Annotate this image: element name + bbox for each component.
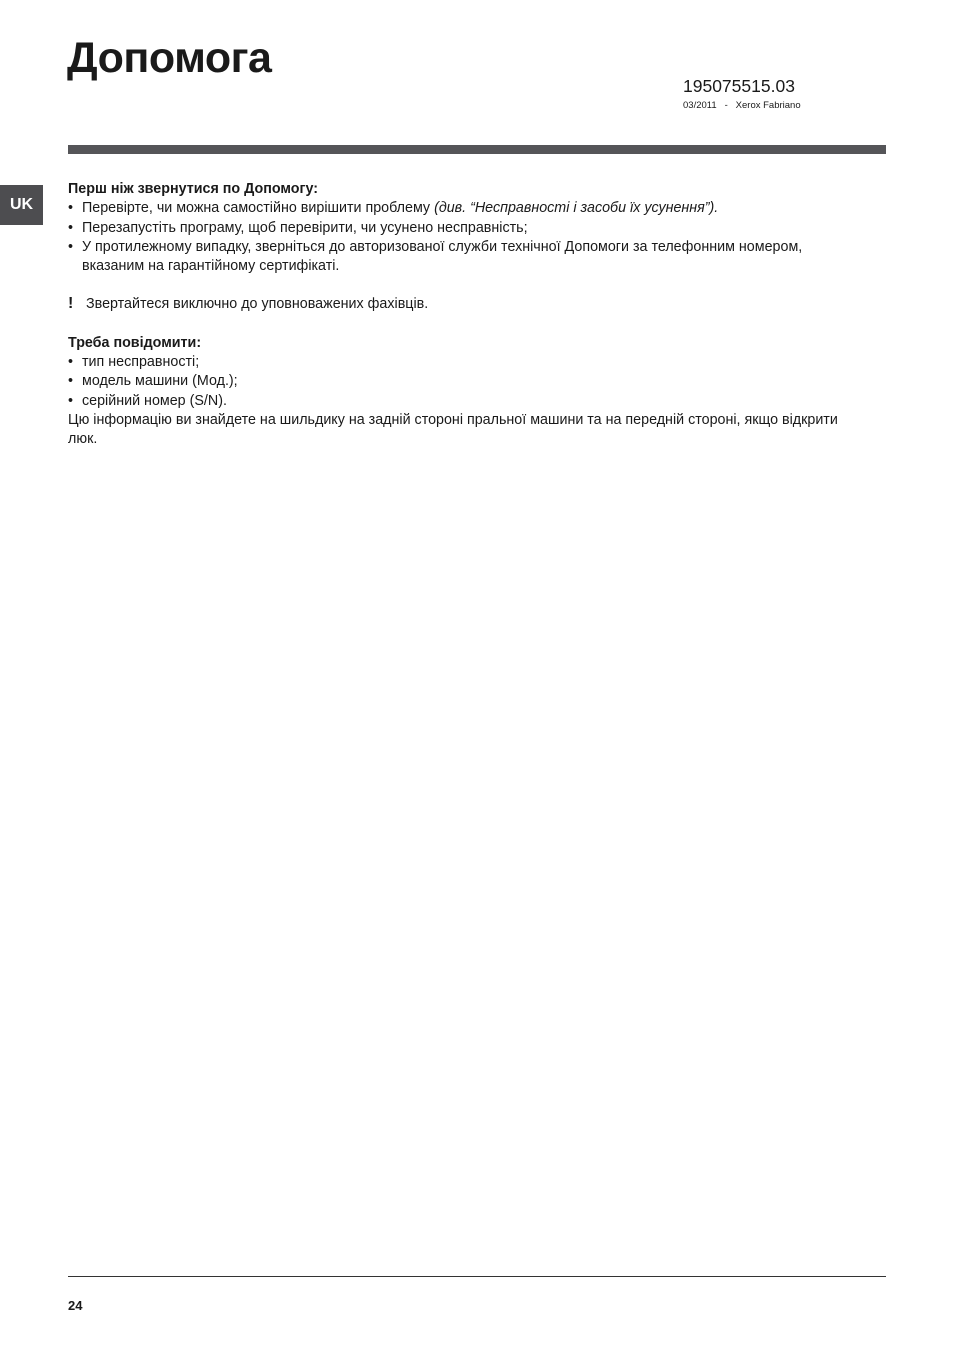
list-item-text: Перевірте, чи можна самостійно вирішити проблему: [82, 200, 435, 217]
warning-note: [68, 295, 868, 314]
document-printer: Xerox Fabriano: [735, 100, 801, 111]
list-item: • Перезапустіть програму, щоб перевірити, чи усунено несправність;: [68, 219, 868, 238]
exclamation-icon: !: [68, 295, 74, 313]
document-date: 03/2011: [683, 100, 717, 111]
document-meta-separator: -: [724, 100, 728, 111]
footer-divider: [68, 1276, 886, 1277]
report-section: [68, 334, 868, 450]
list-item-reference: (див. “Несправності і засоби їх усунення”).: [434, 200, 719, 217]
report-list: [68, 353, 868, 411]
list-item: • серійний номер (S/N).: [68, 392, 868, 411]
document-code: 195075515.03: [683, 76, 795, 96]
language-tab: UK: [0, 185, 43, 225]
report-heading: Треба повідомити:: [68, 334, 202, 351]
before-help-list: [68, 199, 868, 276]
report-note: Цю інформацію ви знайдете на шильдику на задній стороні пральної машини та на передній стороні, якщо відкрити люк.: [68, 411, 838, 448]
header-divider: [68, 145, 886, 154]
page-title: Допомога: [67, 34, 272, 82]
list-item: • тип несправності;: [68, 353, 868, 372]
list-item: • У протилежному випадку, зверніться до авторизованої служби технічної Допомоги за телефонним номером, вказаним на гарантійному сертифікаті.: [68, 238, 868, 277]
list-item: [68, 199, 868, 218]
before-help-heading: Перш ніж звернутися по Допомогу:: [68, 181, 318, 197]
list-item: • модель машини (Мод.);: [68, 372, 868, 391]
main-content: [68, 180, 868, 450]
document-meta: [683, 100, 801, 111]
warning-text: Звертайтеся виключно до уповноважених фахівців.: [86, 296, 429, 313]
page-number: 24: [68, 1298, 83, 1313]
